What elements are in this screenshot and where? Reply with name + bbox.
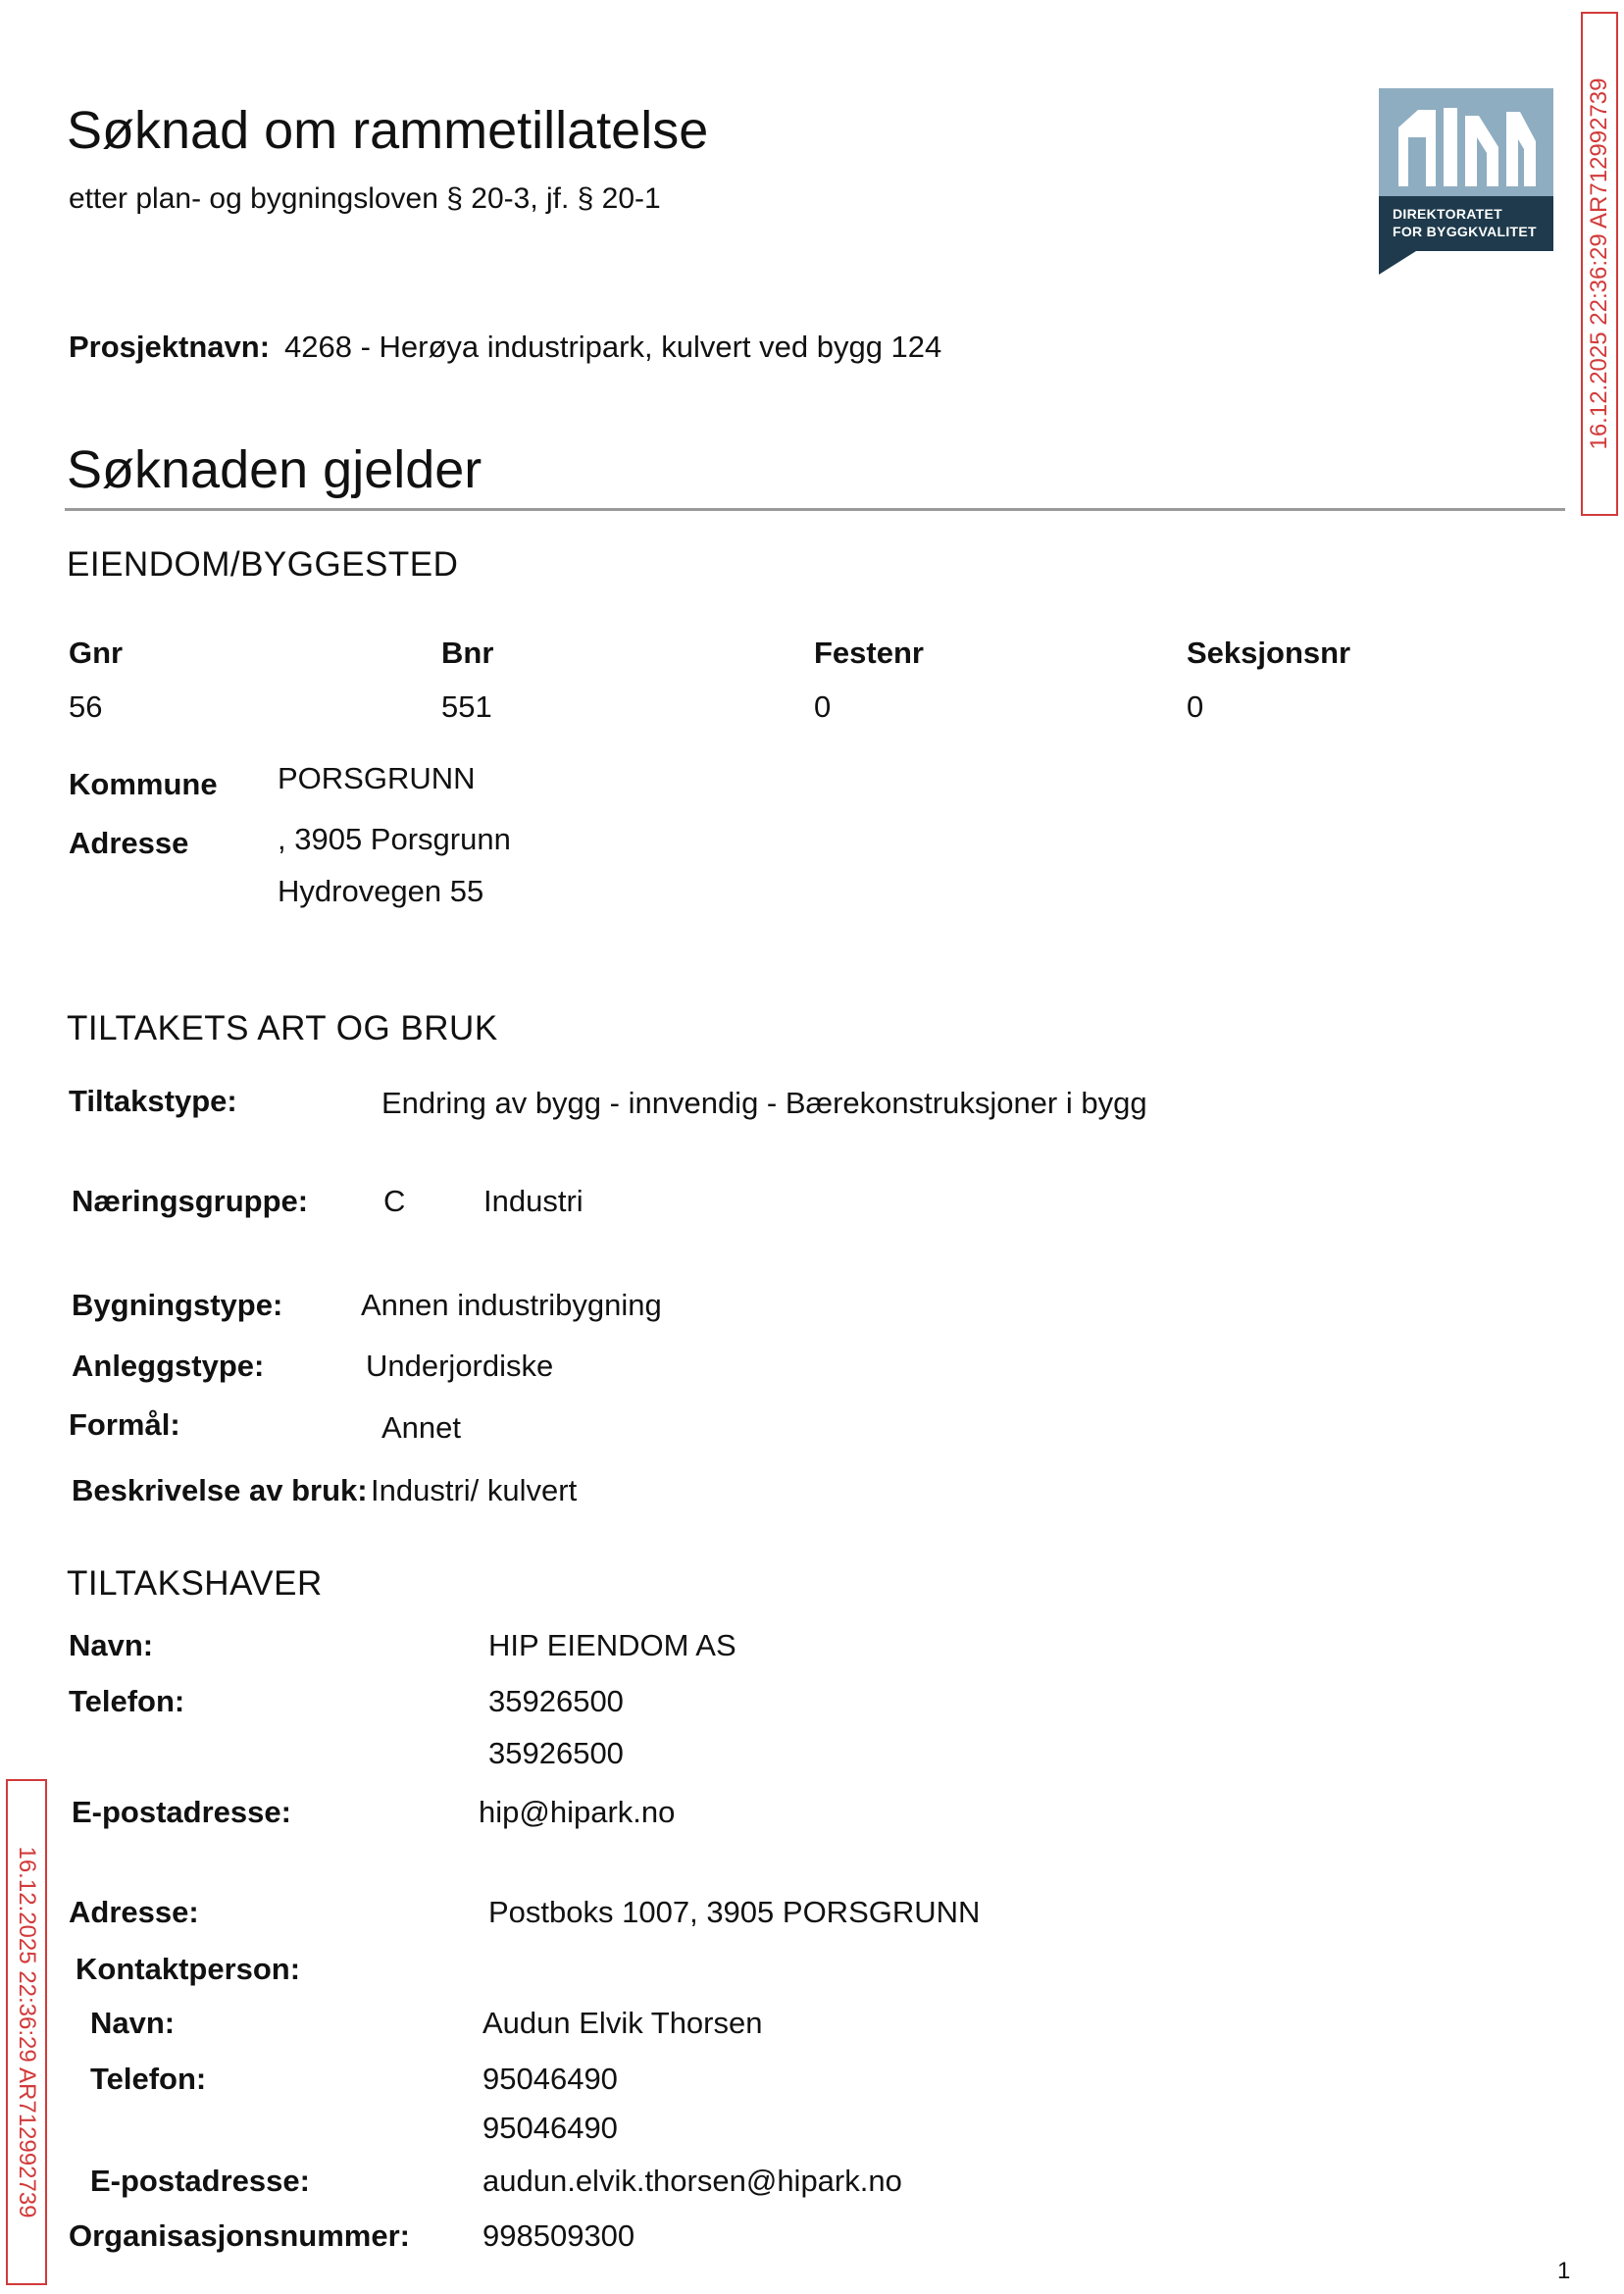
tiltakshaver-telefon-value2: 35926500: [488, 1736, 624, 1770]
tiltakshaver-navn-value: HIP EIENDOM AS: [488, 1628, 736, 1662]
tiltak-heading: TILTAKETS ART OG BRUK: [67, 1009, 498, 1047]
project-value: 4268 - Herøya industripark, kulvert ved bygg 124: [284, 330, 942, 364]
festenr-value: 0: [814, 689, 832, 724]
tiltakstype-label: Tiltakstype:: [69, 1084, 237, 1118]
formal-value: Annet: [381, 1410, 462, 1445]
naeringsgruppe-label: Næringsgruppe:: [72, 1184, 309, 1218]
page-number: 1: [1557, 2258, 1571, 2284]
orgnr-value: 998509300: [482, 2218, 635, 2253]
tiltakshaver-epost-label: E-postadresse:: [72, 1795, 291, 1829]
anleggstype-label: Anleggstype:: [72, 1349, 265, 1383]
formal-label: Formål:: [69, 1407, 180, 1442]
tiltakshaver-adresse-value: Postboks 1007, 3905 PORSGRUNN: [488, 1895, 981, 1929]
logo-line2: FOR BYGGKVALITET: [1393, 224, 1537, 239]
receipt-stamp-right: [1581, 12, 1618, 516]
document-title: Søknad om rammetillatelse: [67, 101, 709, 160]
tiltakshaver-telefon-label: Telefon:: [69, 1684, 185, 1718]
adresse-line2: Hydrovegen 55: [278, 874, 484, 908]
tiltakshaver-heading: TILTAKSHAVER: [67, 1564, 323, 1603]
tiltakshaver-adresse-label: Adresse:: [69, 1895, 199, 1929]
tiltakshaver-telefon-value1: 35926500: [488, 1684, 624, 1718]
building-logo-icon: [1379, 88, 1553, 196]
stamp-text: 16.12.2025 22:36:29 AR712992739: [1586, 77, 1612, 450]
kontakt-telefon-value2: 95046490: [482, 2111, 618, 2145]
section-title: Søknaden gjelder: [67, 440, 482, 499]
adresse-label: Adresse: [69, 826, 189, 860]
project-label: Prosjektnavn:: [69, 330, 271, 364]
anleggstype-value: Underjordiske: [366, 1349, 554, 1383]
logo-line1: DIREKTORATET: [1393, 206, 1502, 222]
bygningstype-label: Bygningstype:: [72, 1288, 283, 1322]
bnr-value: 551: [441, 689, 492, 724]
bruk-label: Beskrivelse av bruk:: [72, 1473, 368, 1507]
section-divider: [65, 508, 1565, 511]
document-subtitle: etter plan- og bygningsloven § 20-3, jf. § 20-1: [69, 182, 661, 215]
logo-tail: [1379, 251, 1416, 275]
tiltakstype-value: Endring av bygg - innvendig - Bærekonstruksjoner i bygg: [381, 1086, 1147, 1120]
bygningstype-value: Annen industribygning: [361, 1288, 662, 1322]
seksjonsnr-value: 0: [1187, 689, 1204, 724]
tiltakshaver-epost-value: hip@hipark.no: [479, 1795, 676, 1829]
gnr-label: Gnr: [69, 636, 124, 670]
naeringsgruppe-value: Industri: [483, 1184, 584, 1218]
kontakt-epost-value: audun.elvik.thorsen@hipark.no: [482, 2164, 902, 2198]
adresse-line1: , 3905 Porsgrunn: [278, 822, 511, 856]
eiendom-heading: EIENDOM/BYGGESTED: [67, 545, 459, 584]
kontakt-navn-value: Audun Elvik Thorsen: [482, 2006, 763, 2040]
kontakt-telefon-label: Telefon:: [90, 2062, 207, 2096]
festenr-label: Festenr: [814, 636, 924, 670]
stamp-text: 16.12.2025 22:36:29 AR712992739: [14, 1846, 40, 2218]
kontaktperson-label: Kontaktperson:: [76, 1952, 301, 1986]
gnr-value: 56: [69, 689, 103, 724]
bnr-label: Bnr: [441, 636, 494, 670]
kontakt-epost-label: E-postadresse:: [90, 2164, 310, 2198]
kommune-label: Kommune: [69, 767, 218, 801]
orgnr-label: Organisasjonsnummer:: [69, 2218, 410, 2253]
bruk-value: Industri/ kulvert: [371, 1473, 578, 1507]
naeringsgruppe-code: C: [383, 1184, 406, 1218]
tiltakshaver-navn-label: Navn:: [69, 1628, 154, 1662]
kontakt-telefon-value1: 95046490: [482, 2062, 618, 2096]
seksjonsnr-label: Seksjonsnr: [1187, 636, 1351, 670]
kontakt-navn-label: Navn:: [90, 2006, 176, 2040]
dibk-logo: [1379, 88, 1553, 251]
kommune-value: PORSGRUNN: [278, 761, 476, 795]
receipt-stamp-left: [6, 1779, 47, 2285]
